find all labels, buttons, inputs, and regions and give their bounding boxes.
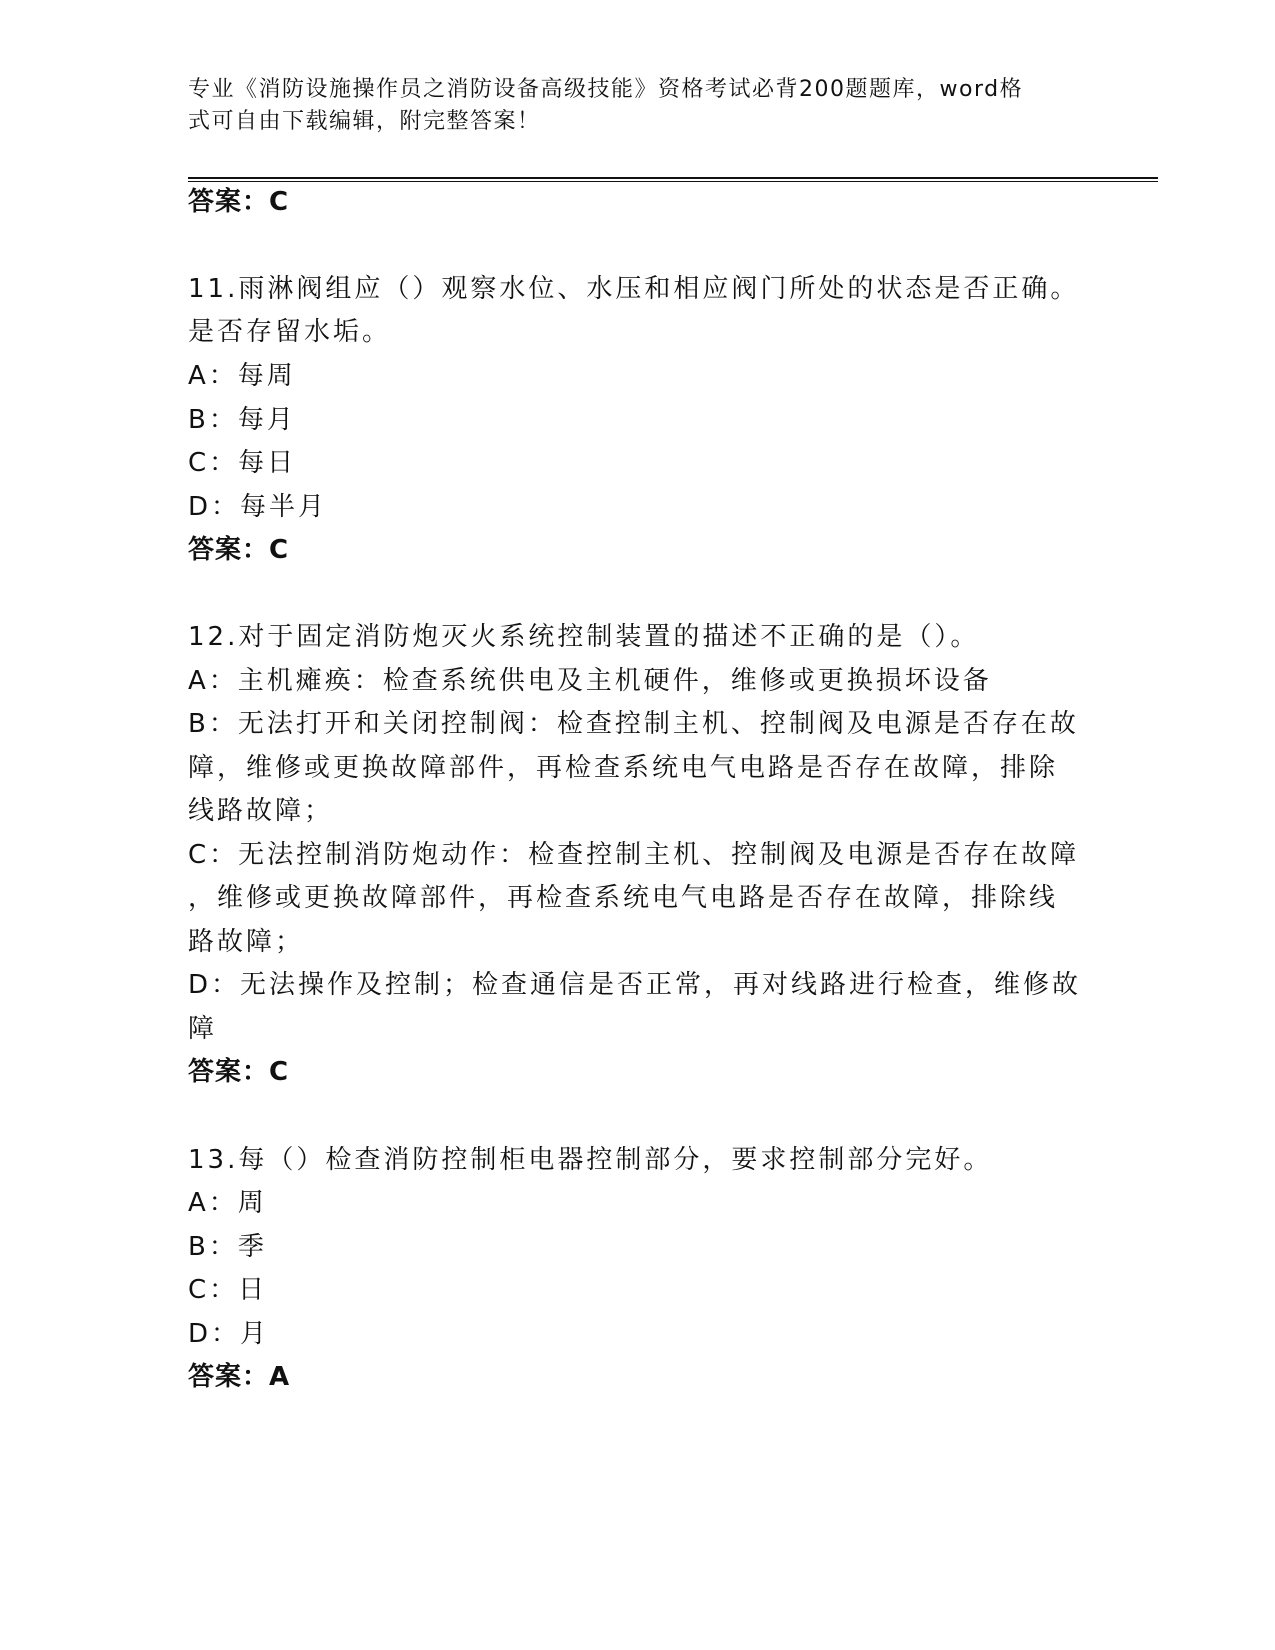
header-line-1: 专业《消防设施操作员之消防设备高级技能》资格考试必背200题题库，word格 bbox=[188, 77, 1024, 102]
previous-answer: 答案：C bbox=[188, 187, 290, 217]
q12-option-b-line-3: 线路故障； bbox=[188, 796, 334, 826]
q12-option-d-line-1: D：无法操作及控制；检查通信是否正常，再对线路进行检查，维修故 bbox=[188, 970, 1082, 1000]
q11-stem-line-2: 是否存留水垢。 bbox=[188, 317, 392, 347]
q11-option-d: D：每半月 bbox=[188, 492, 328, 522]
q12-option-b-line-1: B：无法打开和关闭控制阀：检查控制主机、控制阀及电源是否存在故 bbox=[188, 709, 1079, 739]
document-header bbox=[188, 74, 1068, 138]
q13-option-b: B：季 bbox=[188, 1232, 267, 1262]
header-rule-thick bbox=[188, 177, 1158, 179]
q13-answer: 答案：A bbox=[188, 1362, 291, 1392]
q13-option-d: D：月 bbox=[188, 1319, 270, 1349]
q11-answer: 答案：C bbox=[188, 535, 290, 565]
q12-stem: 12.对于固定消防炮灭火系统控制装置的描述不正确的是（）。 bbox=[188, 622, 980, 652]
q13-option-a: A：周 bbox=[188, 1188, 267, 1218]
header-line-2: 式可自由下载编辑，附完整答案！ bbox=[188, 109, 541, 134]
q12-option-c-line-2: ，维修或更换故障部件，再检查系统电气电路是否存在故障，排除线 bbox=[188, 883, 1059, 913]
header-rule-thin bbox=[188, 181, 1158, 182]
q12-option-b-line-2: 障，维修或更换故障部件，再检查系统电气电路是否存在故障，排除 bbox=[188, 753, 1059, 783]
q12-option-c-line-1: C：无法控制消防炮动作：检查控制主机、控制阀及电源是否存在故障 bbox=[188, 840, 1080, 870]
q11-stem-line-1: 11.雨淋阀组应（）观察水位、水压和相应阀门所处的状态是否正确。 bbox=[188, 274, 1080, 304]
q11-option-a: A：每周 bbox=[188, 361, 296, 391]
q13-stem: 13.每（）检查消防控制柜电器控制部分，要求控制部分完好。 bbox=[188, 1145, 993, 1175]
q11-option-b: B：每月 bbox=[188, 405, 296, 435]
q12-option-c-line-3: 路故障； bbox=[188, 927, 305, 957]
q11-option-c: C：每日 bbox=[188, 448, 297, 478]
q12-option-a: A：主机瘫痪：检查系统供电及主机硬件，维修或更换损坏设备 bbox=[188, 666, 992, 696]
q12-option-d-line-2: 障 bbox=[188, 1014, 218, 1044]
q13-option-c: C：日 bbox=[188, 1275, 268, 1305]
q12-answer: 答案：C bbox=[188, 1057, 290, 1087]
